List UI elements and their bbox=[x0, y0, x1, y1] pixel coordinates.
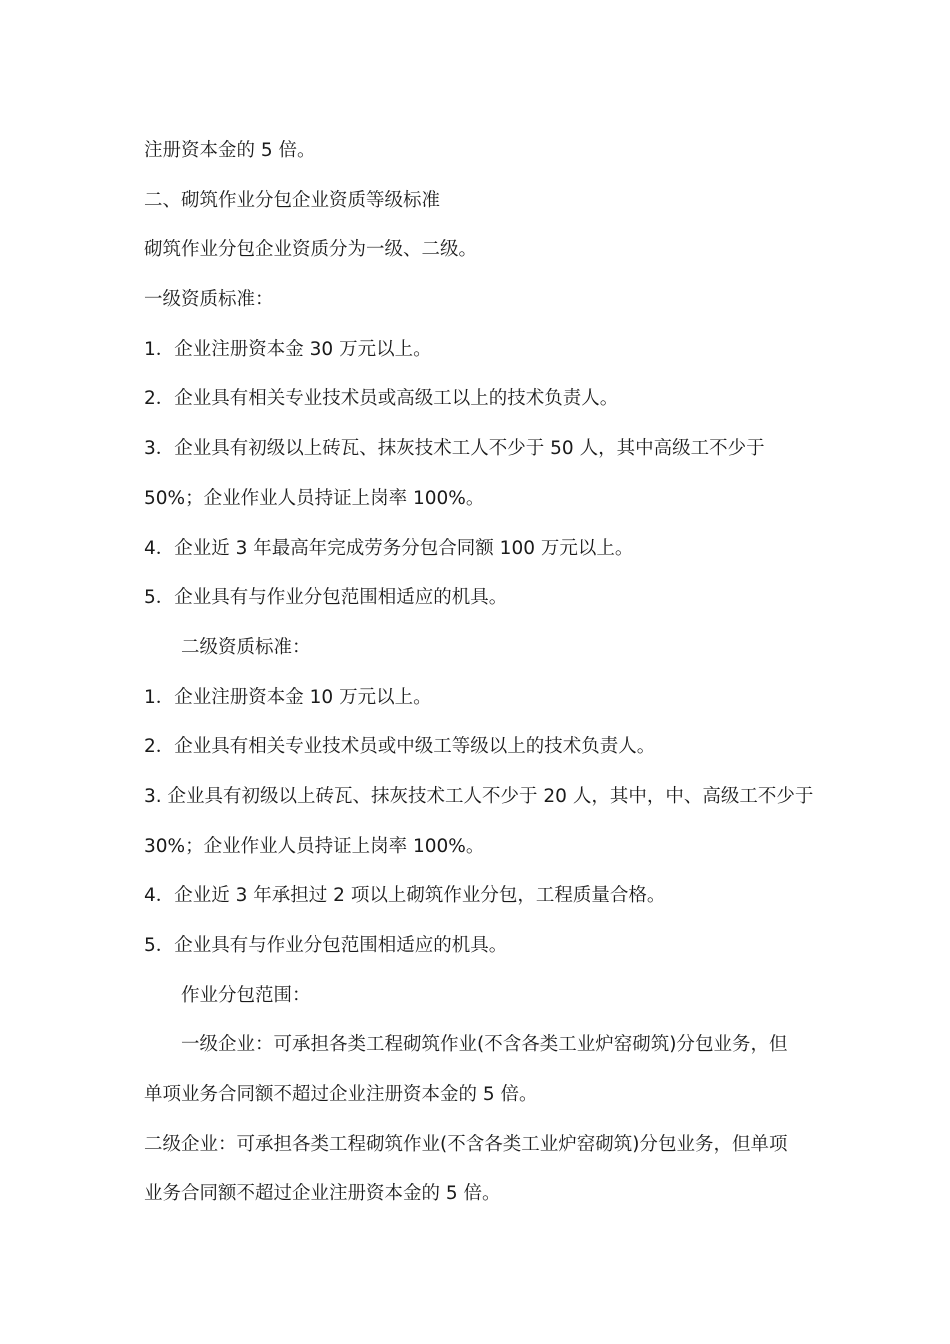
list-item: 1．企业注册资本金 10 万元以上。 bbox=[144, 686, 432, 708]
list-item: 2．企业具有相关专业技术员或中级工等级以上的技术负责人。 bbox=[144, 736, 656, 758]
subsection-heading: 一级资质标准： bbox=[144, 289, 274, 311]
list-item-continuation: 50%；企业作业人员持证上岗率 100%。 bbox=[144, 487, 485, 509]
paragraph-line: 一级企业：可承担各类工程砌筑作业(不含各类工业炉窑砌筑)分包业务，但 bbox=[181, 1034, 788, 1056]
document-body bbox=[144, 136, 814, 1229]
list-item: 4．企业近 3 年最高年完成劳务分包合同额 100 万元以上。 bbox=[144, 537, 634, 559]
list-item: 3. 企业具有初级以上砖瓦、抹灰技术工人不少于 20 人，其中，中、高级工不少于 bbox=[144, 785, 814, 807]
paragraph-continuation: 单项业务合同额不超过企业注册资本金的 5 倍。 bbox=[144, 1084, 538, 1106]
section-heading: 二、砌筑作业分包企业资质等级标准 bbox=[144, 189, 441, 211]
paragraph-line: 砌筑作业分包企业资质分为一级、二级。 bbox=[144, 239, 478, 261]
list-item: 5．企业具有与作业分包范围相适应的机具。 bbox=[144, 935, 508, 956]
list-item-continuation: 30%；企业作业人员持证上岗率 100%。 bbox=[144, 835, 485, 857]
list-item: 2．企业具有相关专业技术员或高级工以上的技术负责人。 bbox=[144, 388, 619, 410]
subsection-heading: 作业分包范围： bbox=[181, 984, 311, 1006]
paragraph-continuation: 业务合同额不超过企业注册资本金的 5 倍。 bbox=[144, 1183, 501, 1205]
list-item: 3．企业具有初级以上砖瓦、抹灰技术工人不少于 50 人，其中高级工不少于 bbox=[144, 438, 765, 460]
paragraph-line: 二级企业：可承担各类工程砌筑作业(不含各类工业炉窑砌筑)分包业务，但单项 bbox=[144, 1133, 788, 1155]
list-item: 5．企业具有与作业分包范围相适应的机具。 bbox=[144, 587, 508, 609]
list-item: 4．企业近 3 年承担过 2 项以上砌筑作业分包，工程质量合格。 bbox=[144, 885, 666, 907]
paragraph-line: 注册资本金的 5 倍。 bbox=[144, 140, 316, 161]
subsection-heading: 二级资质标准： bbox=[181, 636, 311, 658]
list-item: 1．企业注册资本金 30 万元以上。 bbox=[144, 338, 432, 360]
